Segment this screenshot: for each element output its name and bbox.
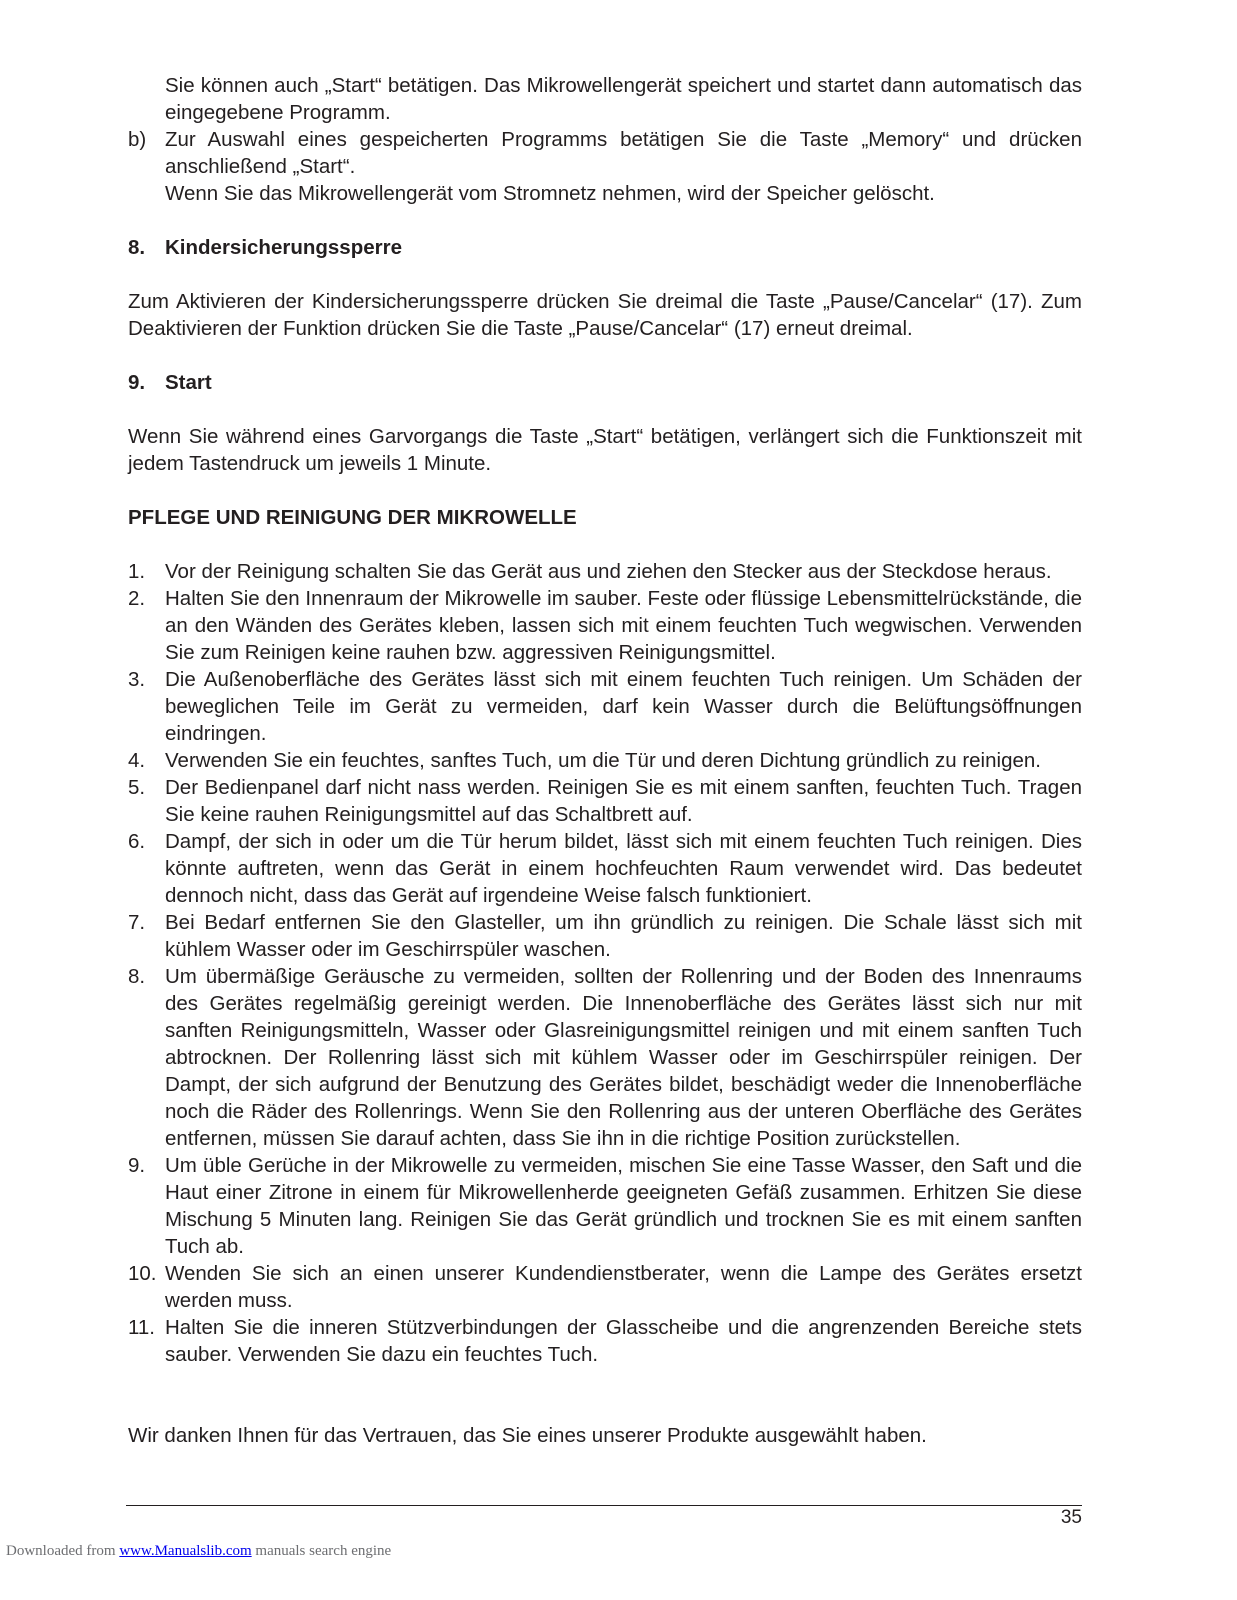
list-item-text: Halten Sie die inneren Stützverbindungen der Glasscheibe und die angrenzenden Bereiche stets sauber. Verwenden Sie dazu ein feuchtes Tuch. [165,1316,1082,1366]
spacer [128,396,1082,423]
memory-cleared-note: Wenn Sie das Mikrowellengerät vom Stromnetz nehmen, wird der Speicher gelöscht. [165,182,935,205]
spacer [128,477,1082,504]
list-item [128,747,1082,774]
list-item-text: Dampf, der sich in oder um die Tür herum bildet, lässt sich mit einem feuchten Tuch reinigen. Dies könnte auftreten, wenn das Gerät in einem hochfeuchten Raum verwendet wird. Das bedeutet dennoch nicht, dass das Gerät auf irgendeine Weise falsch funktioniert. [165,830,1082,907]
list-item-text: Verwenden Sie ein feuchtes, sanftes Tuch, um die Tür und deren Dichtung gründlich zu reinigen. [165,749,1041,772]
list-item [128,909,1082,963]
download-footer [6,1541,391,1561]
spacer [128,261,1082,288]
step-b [128,126,1082,180]
care-heading: PFLEGE UND REINIGUNG DER MIKROWELLE [128,506,577,529]
list-item-number: 1. [128,560,146,583]
section-9-heading [128,369,1082,396]
list-item-text: Wenden Sie sich an einen unserer Kundendienstberater, wenn die Lampe des Gerätes ersetzt werden muss. [165,1262,1082,1312]
care-list [128,558,1082,1368]
list-item-number: 7. [128,911,146,934]
section-9-number: 9. [128,371,146,394]
footer-prefix: Downloaded from [6,1543,120,1559]
footer-divider [126,1505,1082,1506]
list-item-number: 2. [128,587,146,610]
list-item-text: Um übermäßige Geräusche zu vermeiden, sollten der Rollenring und der Boden des Innenraums des Gerätes regelmäßig gereinigt werden. Die Innenoberfläche des Gerätes lässt sich nur mit sanften Reinigungsmitteln, Wasser oder Glasreinigungsmittel reinigen und mit einem sanften Tuch abtrocknen. Der Rollenring lässt sich mit kühlem Wasser oder im Geschirrspüler reinigen. Der Dampt, der sich aufgrund der Benutzung des Gerätes bildet, beschädigt weder die Innenoberfläche noch die Räder des Rollenrings. Wenn Sie den Rollenring aus der unteren Oberfläche des Gerätes entfernen, müssen Sie darauf achten, dass Sie ihn in die richtige Position zurückstellen. [165,965,1082,1150]
list-item-number: 6. [128,830,146,853]
spacer [128,207,1082,234]
section-9-body: Wenn Sie während eines Garvorgangs die Taste „Start“ betätigen, verlängert sich die Funktionszeit mit jedem Tastendruck um jeweils 1 Minute. [128,425,1082,475]
list-item [128,1152,1082,1260]
section-8-body: Zum Aktivieren der Kindersicherungssperre drücken Sie dreimal die Taste „Pause/Cancelar“ (17). Zum Deaktivieren der Funktion drücken Sie die Taste „Pause/Cancelar“ (17) erneut dreimal. [128,290,1082,340]
list-item-number: 8. [128,965,146,988]
list-item [128,828,1082,909]
list-item-text: Um üble Gerüche in der Mikrowelle zu vermeiden, mischen Sie eine Tasse Wasser, den Saft und die Haut einer Zitrone in einem für Mikrowellenherde geeigneten Gefäß zusammen. Erhitzen Sie diese Mischung 5 Minuten lang. Reinigen Sie das Gerät gründlich und trocknen Sie es mit einem sanften Tuch ab. [165,1154,1082,1258]
step-b-marker: b) [128,128,147,151]
list-item-text: Halten Sie den Innenraum der Mikrowelle im sauber. Feste oder flüssige Lebensmittelrückstände, die an den Wänden des Gerätes kleben, lassen sich mit einem feuchten Tuch wegwischen. Verwenden Sie zum Reinigen keine rauhen bzw. aggressiven Reinigungsmittel. [165,587,1082,664]
list-item [128,1314,1082,1368]
list-item-number: 11. [128,1316,155,1339]
memory-start-note: Sie können auch „Start“ betätigen. Das Mikrowellengerät speichert und startet dann automatisch das eingegebene Programm. [165,74,1082,124]
manual-page [128,72,1082,1449]
spacer [128,1368,1082,1422]
list-item-number: 9. [128,1154,146,1177]
list-item-text: Bei Bedarf entfernen Sie den Glasteller, um ihn gründlich zu reinigen. Die Schale lässt sich mit kühlem Wasser oder im Geschirrspüler waschen. [165,911,1082,961]
step-b-text: Zur Auswahl eines gespeicherten Programms betätigen Sie die Taste „Memory“ und drücken anschließend „Start“. [165,128,1082,178]
list-item [128,963,1082,1152]
section-8-title: Kindersicherungssperre [165,236,402,259]
list-item [128,1260,1082,1314]
list-item-number: 10. [128,1262,157,1285]
page-number: 35 [1060,1507,1082,1528]
list-item-number: 4. [128,749,146,772]
list-item-text: Vor der Reinigung schalten Sie das Gerät aus und ziehen den Stecker aus der Steckdose heraus. [165,560,1052,583]
list-item-number: 3. [128,668,146,691]
section-9-title: Start [165,371,212,394]
list-item [128,585,1082,666]
list-item [128,774,1082,828]
list-item-number: 5. [128,776,146,799]
spacer [128,342,1082,369]
list-item [128,666,1082,747]
section-8-number: 8. [128,236,146,259]
section-8-heading [128,234,1082,261]
list-item-text: Der Bedienpanel darf nicht nass werden. Reinigen Sie es mit einem sanften, feuchten Tuch. Tragen Sie keine rauhen Reinigungsmittel auf das Schaltbrett auf. [165,776,1082,826]
list-item-text: Die Außenoberfläche des Gerätes lässt sich mit einem feuchten Tuch reinigen. Um Schäden der beweglichen Teile im Gerät zu vermeiden, darf kein Wasser durch die Belüftungsöffnungen eindringen. [165,668,1082,745]
manualslib-link[interactable]: www.Manualslib.com [119,1543,252,1559]
list-item [128,558,1082,585]
closing-text: Wir danken Ihnen für das Vertrauen, das Sie eines unserer Produkte ausgewählt haben. [128,1424,927,1447]
spacer [128,531,1082,558]
footer-suffix: manuals search engine [251,1543,392,1559]
